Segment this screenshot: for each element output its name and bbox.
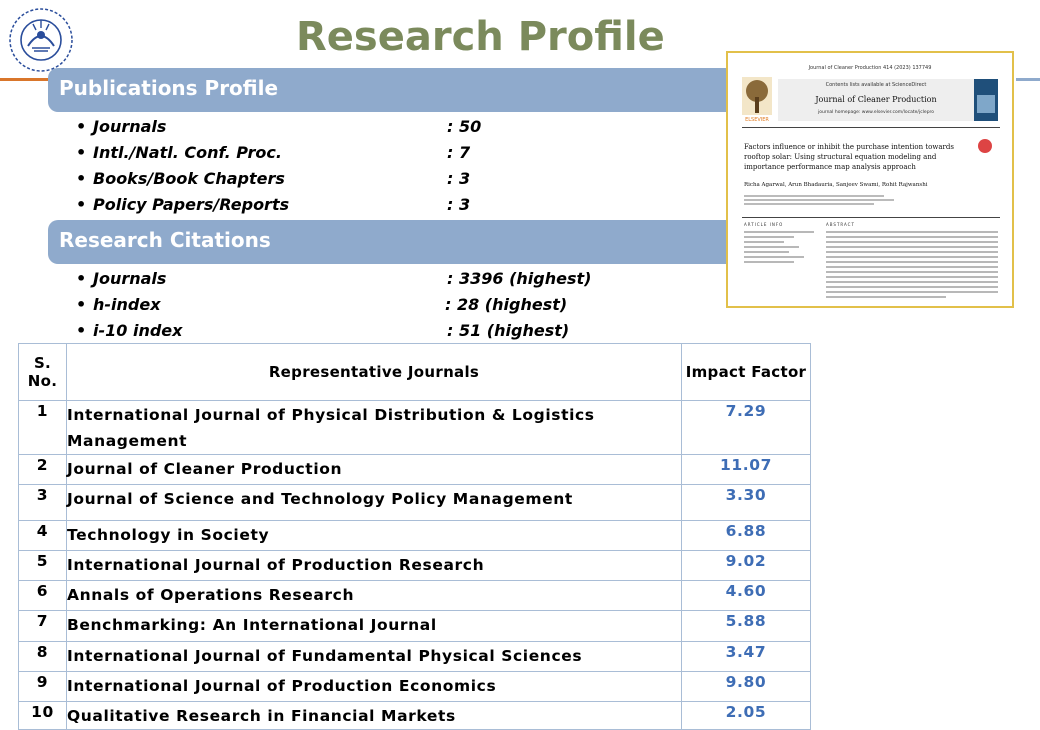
stat-value: : 7 [447, 143, 471, 162]
contents-line: Contents lists available at ScienceDirect [825, 82, 927, 88]
paper-authors: Richa Agarwal, Arun Bhadauria, Sanjeev Swami, Rohit Rajwanshi [744, 182, 928, 188]
table-row [19, 611, 811, 642]
table-row [19, 581, 811, 611]
stat-label: i-10 index [93, 321, 183, 340]
article-info-label: ARTICLE INFO [744, 222, 784, 227]
table-row [19, 455, 811, 485]
row-sno: 6 [19, 581, 67, 611]
elsevier-tree-icon [742, 77, 772, 123]
stat-value: : 50 [447, 117, 482, 136]
row-impact: 2.05 [682, 702, 811, 730]
journal-name: Journal of Cleaner Production [815, 95, 937, 104]
section-heading: Research Citations [59, 228, 271, 252]
row-sno: 1 [19, 401, 67, 455]
bullet-icon: • [76, 143, 87, 162]
row-journal: International Journal of Production Economics [67, 672, 682, 702]
row-journal: International Journal of Fundamental Physical Sciences [67, 642, 682, 672]
crossmark-icon [978, 139, 992, 153]
article-info-lines [744, 231, 814, 266]
bullet-icon: • [76, 195, 87, 214]
abstract-label: ABSTRACT [826, 222, 855, 227]
bullet-icon: • [76, 117, 87, 136]
journal-cover [974, 79, 998, 121]
stat-label: Journals [93, 269, 167, 288]
table-row [19, 401, 811, 455]
table-row [19, 672, 811, 702]
row-impact: 6.88 [682, 521, 811, 551]
column-header-sno: S. No. [19, 344, 67, 401]
row-journal: International Journal of Production Research [67, 551, 682, 581]
row-impact: 4.60 [682, 581, 811, 611]
row-impact: 3.47 [682, 642, 811, 672]
row-journal: Qualitative Research in Financial Markets [67, 702, 682, 730]
stat-value: : 51 (highest) [447, 321, 570, 340]
bullet-icon: • [76, 269, 87, 288]
paper-preview [726, 51, 1014, 308]
row-impact: 9.02 [682, 551, 811, 581]
journal-homepage: journal homepage: www.elsevier.com/locate/jclepro [817, 110, 935, 115]
row-sno: 10 [19, 702, 67, 730]
row-impact: 7.29 [682, 401, 811, 455]
journal-name-line: Management [67, 432, 188, 450]
row-journal: Technology in Society [67, 521, 682, 551]
row-journal: Journal of Cleaner Production [67, 455, 682, 485]
table-row [19, 485, 811, 521]
stat-value: : 28 (highest) [445, 295, 568, 314]
bullet-icon: • [76, 321, 87, 340]
journals-table [18, 343, 811, 730]
abstract-lines [826, 231, 998, 301]
stat-label: Intl./Natl. Conf. Proc. [93, 143, 282, 162]
row-sno: 9 [19, 672, 67, 702]
stat-label: Books/Book Chapters [93, 169, 285, 188]
stat-label: Policy Papers/Reports [93, 195, 290, 214]
row-sno: 2 [19, 455, 67, 485]
row-impact: 11.07 [682, 455, 811, 485]
row-impact: 9.80 [682, 672, 811, 702]
publisher-name: ELSEVIER [745, 117, 769, 123]
table-row [19, 642, 811, 672]
row-sno: 4 [19, 521, 67, 551]
row-impact: 5.88 [682, 611, 811, 642]
institute-logo-icon [6, 2, 76, 76]
row-journal: Journal of Science and Technology Policy Management [67, 485, 682, 521]
row-journal: Annals of Operations Research [67, 581, 682, 611]
row-sno: 3 [19, 485, 67, 521]
table-row [19, 551, 811, 581]
section-heading: Publications Profile [59, 76, 279, 100]
paper-title: Factors influence or inhibit the purchase intention towards rooftop solar: Using structural equation modeling and importance performance map analysis approach [744, 143, 954, 171]
section-header-publications [48, 68, 748, 112]
stat-label: h-index [93, 295, 161, 314]
column-header-impact: Impact Factor [682, 344, 811, 401]
page-title: Research Profile [296, 14, 665, 60]
table-row [19, 702, 811, 730]
stat-label: Journals [93, 117, 167, 136]
accent-line-right [1016, 78, 1040, 81]
row-journal: Benchmarking: An International Journal [67, 611, 682, 642]
row-sno: 8 [19, 642, 67, 672]
table-header-row [19, 344, 811, 401]
journal-reference: Journal of Cleaner Production 414 (2023) 137749 [808, 65, 932, 71]
stat-value: : 3396 (highest) [447, 269, 592, 288]
paper-affiliations [744, 194, 894, 207]
table-row [19, 521, 811, 551]
divider [742, 127, 1000, 128]
bullet-icon: • [76, 295, 87, 314]
row-sno: 7 [19, 611, 67, 642]
journal-name-line: International Journal of Physical Distribution & Logistics [67, 406, 595, 424]
stat-value: : 3 [447, 195, 471, 214]
column-header-journal: Representative Journals [67, 344, 682, 401]
section-header-citations [48, 220, 748, 264]
divider [742, 217, 1000, 218]
bullet-icon: • [76, 169, 87, 188]
stat-value: : 3 [447, 169, 471, 188]
row-journal [67, 401, 682, 455]
row-sno: 5 [19, 551, 67, 581]
row-impact: 3.30 [682, 485, 811, 521]
